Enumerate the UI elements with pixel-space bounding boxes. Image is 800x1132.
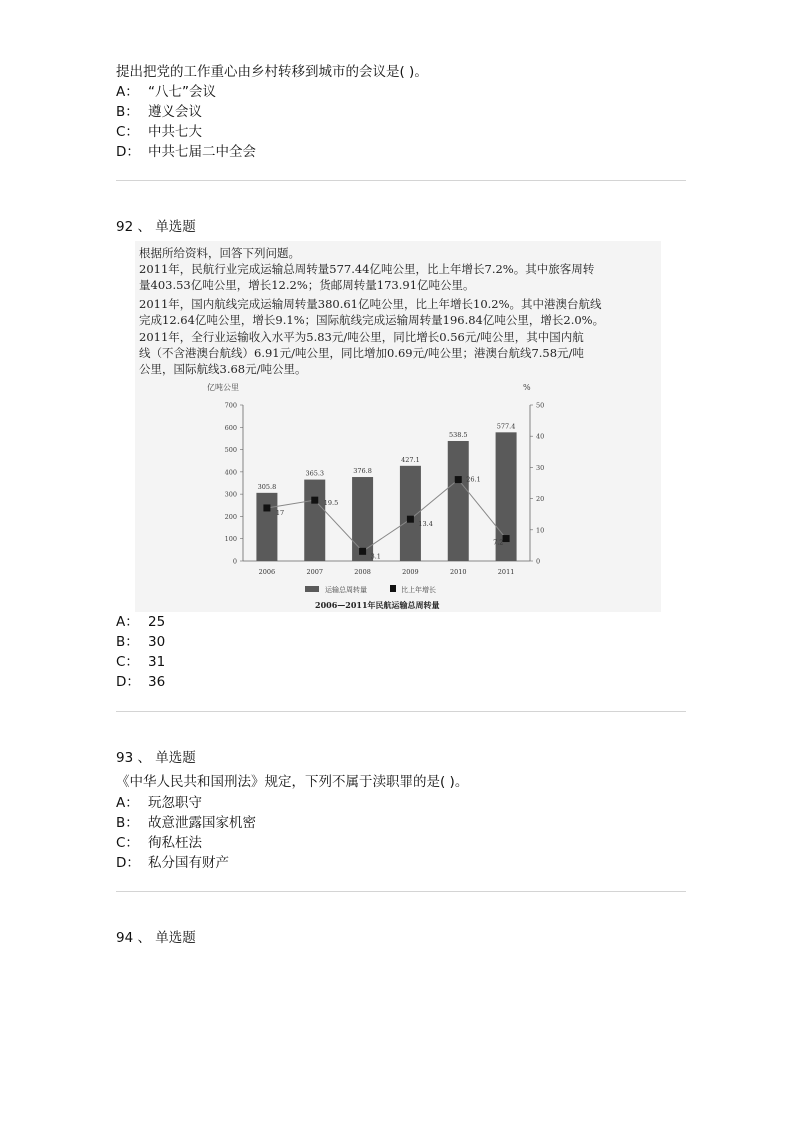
bar-label: 376.8 [353, 467, 372, 476]
option-text: 遵义会议 [148, 104, 202, 120]
right-tick-label: 50 [536, 401, 545, 410]
option-key: A： [116, 795, 139, 811]
chart [135, 372, 661, 612]
option-text: “八七”会议 [148, 84, 216, 100]
option-key: A： [116, 614, 139, 630]
divider [116, 711, 686, 712]
growth-marker [503, 535, 510, 542]
option-text: 故意泄露国家机密 [148, 815, 256, 831]
q93-option-c[interactable] [116, 834, 202, 852]
left-tick-label: 700 [224, 401, 237, 410]
option-key: C： [116, 654, 139, 670]
x-tick-label: 2009 [402, 568, 419, 576]
bar [256, 493, 277, 561]
left-tick-label: 400 [224, 468, 237, 477]
growth-marker [311, 497, 318, 504]
q91-option-b[interactable] [116, 103, 202, 121]
option-text: 中共七届二中全会 [148, 144, 256, 160]
left-tick-label: 300 [224, 490, 237, 499]
option-text: 31 [148, 654, 166, 670]
right-tick-label: 10 [536, 526, 545, 535]
option-text: 徇私枉法 [148, 835, 202, 851]
left-tick-label: 0 [232, 557, 237, 566]
q92-option-c[interactable] [116, 653, 165, 671]
q92-option-d[interactable] [116, 673, 165, 691]
q92-option-b[interactable] [116, 633, 165, 651]
left-tick-label: 200 [224, 512, 237, 521]
passage-line: 2011年，全行业运输收入水平为5.83元/吨公里，同比增长0.56元/吨公里，其中国内航 [139, 330, 584, 344]
right-axis-label: % [523, 383, 531, 392]
passage-line: 线（不含港澳台航线）6.91元/吨公里，同比增加0.69元/吨公里；港澳台航线7.58元/吨 [139, 346, 584, 360]
growth-marker [359, 548, 366, 555]
bar [448, 441, 469, 561]
q92-material-image [135, 241, 661, 612]
option-key: C： [116, 835, 139, 851]
chart-title: 2006—2011年民航运输总周转量 [315, 600, 440, 610]
q91-option-d[interactable] [116, 143, 256, 161]
option-key: D： [116, 855, 140, 871]
passage-line: 量403.53亿吨公里，增长12.2%；货邮周转量173.91亿吨公里。 [139, 278, 475, 292]
growth-marker [263, 504, 270, 511]
passage-line: 公里，国际航线3.68元/吨公里。 [139, 362, 307, 376]
option-text: 30 [148, 634, 166, 650]
growth-marker [455, 476, 462, 483]
passage-line: 2011年，民航行业完成运输总周转量577.44亿吨公里，比上年增长7.2%。其中旅客周转 [139, 262, 595, 276]
q94-header: 94 、 单选题 [116, 930, 196, 946]
bar-label: 427.1 [401, 455, 420, 464]
x-tick-label: 2006 [258, 568, 276, 576]
legend-line-label: 比上年增长 [401, 586, 436, 594]
bar-label: 538.5 [448, 430, 468, 439]
q93-option-b[interactable] [116, 814, 256, 832]
option-key: B： [116, 634, 139, 650]
option-text: 36 [148, 674, 166, 690]
q93-header: 93 、 单选题 [116, 750, 196, 766]
left-axis-label: 亿吨公里 [207, 383, 239, 392]
q91-option-c[interactable] [116, 123, 202, 141]
growth-label: 17 [275, 508, 285, 517]
passage-line: 2011年，国内航线完成运输周转量380.61亿吨公里，比上年增长10.2%。其中港澳台航线 [139, 297, 602, 311]
q92-option-a[interactable] [116, 613, 165, 631]
option-key: D： [116, 674, 140, 690]
option-key: B： [116, 104, 139, 120]
growth-label: 26.1 [466, 475, 481, 484]
right-tick-label: 40 [536, 432, 545, 441]
growth-label: 3.1 [370, 552, 381, 561]
divider [116, 180, 686, 181]
bar-label: 577.4 [496, 422, 516, 431]
right-tick-label: 20 [536, 495, 545, 504]
x-tick-label: 2008 [354, 568, 371, 576]
option-key: C： [116, 124, 139, 140]
growth-label: 19.5 [323, 499, 339, 508]
legend-bar-label: 运输总周转量 [325, 586, 367, 594]
option-key: A： [116, 84, 139, 100]
q93-stem: 《中华人民共和国刑法》规定，下列不属于渎职罪的是( )。 [116, 774, 469, 790]
bar [304, 480, 325, 561]
passage-line: 完成12.64亿吨公里，增长9.1%；国际航线完成运输周转量196.84亿吨公里，增长2.0%。 [139, 313, 605, 327]
bar-label: 365.3 [305, 469, 325, 478]
option-text: 玩忽职守 [148, 795, 202, 811]
q91-stem: 提出把党的工作重心由乡村转移到城市的会议是( )。 [116, 64, 428, 80]
right-tick-label: 0 [536, 557, 541, 566]
divider [116, 891, 686, 892]
option-text: 私分国有财产 [148, 855, 229, 871]
growth-line [267, 480, 506, 552]
option-key: D： [116, 144, 140, 160]
left-tick-label: 100 [224, 535, 237, 544]
x-tick-label: 2007 [306, 568, 324, 576]
bar-label: 305.8 [257, 482, 277, 491]
q93-option-d[interactable] [116, 854, 229, 872]
left-tick-label: 600 [224, 423, 237, 432]
passage-line: 根据所给资料，回答下列问题。 [139, 246, 300, 260]
growth-marker [407, 516, 414, 523]
x-tick-label: 2011 [497, 568, 515, 576]
growth-label: 7.2 [493, 538, 504, 547]
option-text: 中共七大 [148, 124, 202, 140]
legend-line-marker [390, 585, 396, 592]
q92-header: 92 、 单选题 [116, 219, 196, 235]
left-tick-label: 500 [224, 446, 237, 455]
growth-label: 13.4 [418, 520, 433, 529]
legend-bar-swatch [305, 586, 319, 592]
x-tick-label: 2010 [449, 568, 467, 576]
q93-option-a[interactable] [116, 794, 202, 812]
option-text: 25 [148, 614, 166, 630]
q91-option-a[interactable] [116, 83, 216, 101]
right-tick-label: 30 [536, 463, 545, 472]
option-key: B： [116, 815, 139, 831]
